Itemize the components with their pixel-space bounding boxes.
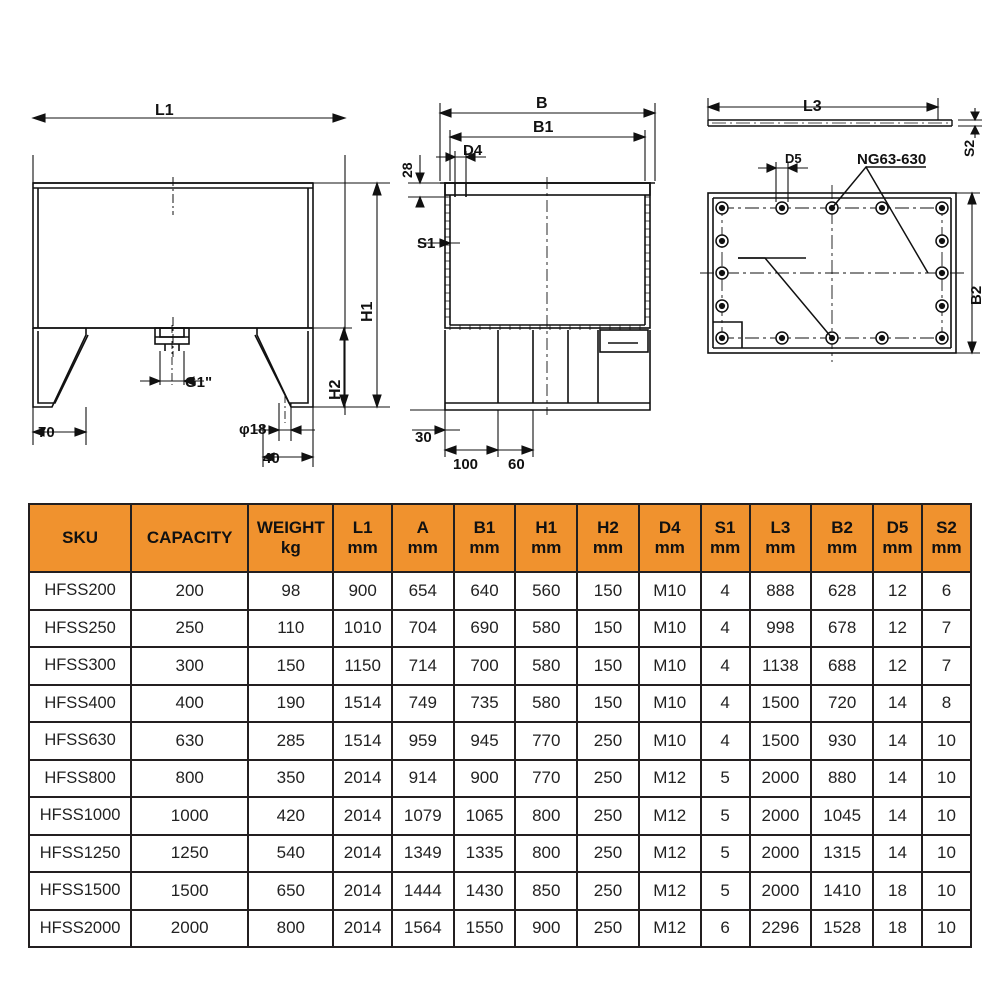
cell-sku: HFSS800 xyxy=(29,760,131,798)
column-header-l3 xyxy=(750,504,812,572)
cell-weight: 650 xyxy=(248,872,333,910)
front-view-label-40: 40 xyxy=(263,450,280,467)
table-row xyxy=(29,572,971,610)
cell-b2: 1410 xyxy=(811,872,873,910)
cell-s2: 7 xyxy=(922,610,971,648)
cell-b2: 628 xyxy=(811,572,873,610)
cell-sku: HFSS1500 xyxy=(29,872,131,910)
cell-s1: 5 xyxy=(701,797,750,835)
table-row xyxy=(29,760,971,798)
cell-b1: 900 xyxy=(454,760,516,798)
cell-a: 749 xyxy=(392,685,454,723)
cell-weight: 98 xyxy=(248,572,333,610)
cell-l3: 888 xyxy=(750,572,812,610)
cell-s1: 5 xyxy=(701,760,750,798)
cell-b1: 1430 xyxy=(454,872,516,910)
cell-weight: 800 xyxy=(248,910,333,948)
base-plan-drawing xyxy=(690,90,1000,430)
cell-l1: 2014 xyxy=(333,910,392,948)
column-header-unit: mm xyxy=(347,538,378,557)
column-header-label: S2 xyxy=(936,518,957,538)
cell-b1: 945 xyxy=(454,722,516,760)
cell-h1: 800 xyxy=(515,835,577,873)
cell-l1: 2014 xyxy=(333,835,392,873)
cell-d5: 14 xyxy=(873,722,922,760)
column-header-s1 xyxy=(701,504,750,572)
cell-sku: HFSS1250 xyxy=(29,835,131,873)
cell-a: 1349 xyxy=(392,835,454,873)
dimension-table-wrapper xyxy=(28,503,972,948)
cell-h1: 580 xyxy=(515,647,577,685)
cell-s1: 4 xyxy=(701,647,750,685)
cell-a: 714 xyxy=(392,647,454,685)
cell-h2: 150 xyxy=(577,647,639,685)
column-header-unit: kg xyxy=(280,538,301,557)
table-row xyxy=(29,835,971,873)
cell-a: 959 xyxy=(392,722,454,760)
cell-d5: 14 xyxy=(873,797,922,835)
cell-s2: 10 xyxy=(922,722,971,760)
front-view-label-dia18: φ18 xyxy=(239,421,267,438)
side-view-label-S1: S1 xyxy=(417,235,436,252)
cell-d4: M10 xyxy=(639,647,701,685)
cell-capacity: 250 xyxy=(131,610,248,648)
cell-s1: 4 xyxy=(701,572,750,610)
cell-s1: 4 xyxy=(701,722,750,760)
cell-sku: HFSS400 xyxy=(29,685,131,723)
cell-capacity: 630 xyxy=(131,722,248,760)
cell-l3: 1500 xyxy=(750,685,812,723)
column-header-l1 xyxy=(333,504,392,572)
front-view-label-H2: H2 xyxy=(327,379,344,400)
cell-h2: 250 xyxy=(577,797,639,835)
table-row xyxy=(29,910,971,948)
technical-drawings-area xyxy=(0,0,1000,495)
cell-capacity: 300 xyxy=(131,647,248,685)
cell-s1: 4 xyxy=(701,610,750,648)
cell-weight: 420 xyxy=(248,797,333,835)
cell-b2: 880 xyxy=(811,760,873,798)
cell-h2: 150 xyxy=(577,685,639,723)
cell-h1: 800 xyxy=(515,797,577,835)
cell-s2: 10 xyxy=(922,835,971,873)
plan-view-label-D5: D5 xyxy=(785,151,802,166)
cell-s2: 10 xyxy=(922,872,971,910)
cell-d4: M10 xyxy=(639,685,701,723)
column-header-unit: mm xyxy=(531,538,562,557)
cell-b1: 1335 xyxy=(454,835,516,873)
table-header-row xyxy=(29,504,971,572)
cell-s2: 6 xyxy=(922,572,971,610)
table-row xyxy=(29,610,971,648)
cell-l1: 2014 xyxy=(333,872,392,910)
cell-d4: M12 xyxy=(639,835,701,873)
cell-s2: 8 xyxy=(922,685,971,723)
cell-a: 1444 xyxy=(392,872,454,910)
cell-l1: 2014 xyxy=(333,797,392,835)
cell-s1: 4 xyxy=(701,685,750,723)
cell-h2: 250 xyxy=(577,722,639,760)
plan-view-label-S2: S2 xyxy=(961,139,977,157)
cell-a: 704 xyxy=(392,610,454,648)
cell-a: 1079 xyxy=(392,797,454,835)
cell-s2: 7 xyxy=(922,647,971,685)
cell-capacity: 1000 xyxy=(131,797,248,835)
table-row xyxy=(29,722,971,760)
column-header-unit: mm xyxy=(709,538,741,557)
dimension-table xyxy=(28,503,972,948)
cell-h1: 580 xyxy=(515,685,577,723)
column-header-label: CAPACITY xyxy=(146,528,233,548)
cell-d4: M12 xyxy=(639,797,701,835)
cell-capacity: 200 xyxy=(131,572,248,610)
column-header-label: B2 xyxy=(831,518,854,538)
cell-s2: 10 xyxy=(922,760,971,798)
front-view-label-70: 70 xyxy=(38,424,55,441)
cell-l1: 900 xyxy=(333,572,392,610)
cell-h2: 150 xyxy=(577,572,639,610)
cell-h1: 770 xyxy=(515,722,577,760)
column-header-unit: mm xyxy=(765,538,796,557)
cell-d4: M12 xyxy=(639,910,701,948)
side-view-label-D4: D4 xyxy=(463,142,483,159)
cell-h2: 150 xyxy=(577,610,639,648)
cell-h1: 770 xyxy=(515,760,577,798)
cell-s1: 6 xyxy=(701,910,750,948)
column-header-unit: mm xyxy=(407,538,438,557)
column-header-weight xyxy=(248,504,333,572)
cell-a: 914 xyxy=(392,760,454,798)
side-view-label-60: 60 xyxy=(508,456,525,473)
column-header-label: SKU xyxy=(62,528,99,548)
table-header xyxy=(29,504,971,572)
front-view-label-L1: L1 xyxy=(155,102,174,119)
side-view-label-B1: B1 xyxy=(533,119,554,136)
cell-h2: 250 xyxy=(577,835,639,873)
column-header-sku xyxy=(29,504,131,572)
cell-capacity: 400 xyxy=(131,685,248,723)
cell-d5: 12 xyxy=(873,647,922,685)
cell-l1: 1150 xyxy=(333,647,392,685)
cell-l1: 2014 xyxy=(333,760,392,798)
cell-h1: 850 xyxy=(515,872,577,910)
table-row xyxy=(29,685,971,723)
plan-view-label-B2: B2 xyxy=(968,285,985,305)
cell-d4: M10 xyxy=(639,610,701,648)
column-header-d4 xyxy=(639,504,701,572)
cell-b2: 678 xyxy=(811,610,873,648)
cell-sku: HFSS1000 xyxy=(29,797,131,835)
side-elevation-drawing xyxy=(400,85,690,485)
column-header-label: H1 xyxy=(535,518,558,538)
cell-b1: 735 xyxy=(454,685,516,723)
cell-l3: 1500 xyxy=(750,722,812,760)
column-header-capacity xyxy=(131,504,248,572)
plan-view-label-L3: L3 xyxy=(803,98,822,115)
cell-s2: 10 xyxy=(922,797,971,835)
table-row xyxy=(29,797,971,835)
cell-d5: 12 xyxy=(873,572,922,610)
cell-h2: 250 xyxy=(577,910,639,948)
cell-l1: 1514 xyxy=(333,722,392,760)
cell-h1: 900 xyxy=(515,910,577,948)
column-header-label: H2 xyxy=(597,518,619,538)
front-view-label-G1: G1" xyxy=(185,374,213,391)
cell-l3: 2000 xyxy=(750,872,812,910)
cell-weight: 110 xyxy=(248,610,333,648)
table-row xyxy=(29,647,971,685)
cell-b1: 1065 xyxy=(454,797,516,835)
column-header-label: D5 xyxy=(886,518,909,538)
table-row xyxy=(29,872,971,910)
cell-d5: 18 xyxy=(873,910,922,948)
column-header-label: A xyxy=(416,518,429,538)
column-header-label: WEIGHT xyxy=(256,518,325,538)
column-header-unit: mm xyxy=(469,538,500,557)
cell-capacity: 1250 xyxy=(131,835,248,873)
cell-weight: 150 xyxy=(248,647,333,685)
cell-capacity: 1500 xyxy=(131,872,248,910)
cell-b1: 700 xyxy=(454,647,516,685)
column-header-h2 xyxy=(577,504,639,572)
column-header-a xyxy=(392,504,454,572)
column-header-label: S1 xyxy=(714,518,736,538)
cell-b2: 1528 xyxy=(811,910,873,948)
cell-d4: M10 xyxy=(639,722,701,760)
cell-h1: 580 xyxy=(515,610,577,648)
side-view-label-30: 30 xyxy=(415,429,432,446)
column-header-unit: mm xyxy=(931,538,962,557)
cell-h1: 560 xyxy=(515,572,577,610)
column-header-d5 xyxy=(873,504,922,572)
column-header-unit: mm xyxy=(882,538,913,557)
column-header-b1 xyxy=(454,504,516,572)
cell-sku: HFSS250 xyxy=(29,610,131,648)
cell-l3: 2296 xyxy=(750,910,812,948)
cell-d5: 14 xyxy=(873,835,922,873)
cell-h2: 250 xyxy=(577,760,639,798)
cell-sku: HFSS630 xyxy=(29,722,131,760)
cell-d4: M10 xyxy=(639,572,701,610)
cell-d4: M12 xyxy=(639,872,701,910)
cell-l1: 1010 xyxy=(333,610,392,648)
cell-capacity: 800 xyxy=(131,760,248,798)
cell-l3: 2000 xyxy=(750,760,812,798)
table-body xyxy=(29,572,971,947)
cell-b2: 688 xyxy=(811,647,873,685)
cell-sku: HFSS200 xyxy=(29,572,131,610)
column-header-unit: mm xyxy=(827,538,858,557)
cell-a: 1564 xyxy=(392,910,454,948)
cell-l3: 2000 xyxy=(750,797,812,835)
cell-weight: 285 xyxy=(248,722,333,760)
cell-d4: M12 xyxy=(639,760,701,798)
cell-s2: 10 xyxy=(922,910,971,948)
side-view-label-28: 28 xyxy=(399,162,415,178)
cell-l3: 1138 xyxy=(750,647,812,685)
column-header-b2 xyxy=(811,504,873,572)
cell-d5: 14 xyxy=(873,685,922,723)
cell-d5: 12 xyxy=(873,610,922,648)
column-header-h1 xyxy=(515,504,577,572)
cell-b2: 720 xyxy=(811,685,873,723)
cell-l3: 998 xyxy=(750,610,812,648)
cell-b2: 1045 xyxy=(811,797,873,835)
cell-sku: HFSS300 xyxy=(29,647,131,685)
cell-h2: 250 xyxy=(577,872,639,910)
side-view-label-100: 100 xyxy=(453,456,479,473)
cell-s1: 5 xyxy=(701,835,750,873)
cell-b1: 1550 xyxy=(454,910,516,948)
front-view-label-H1: H1 xyxy=(359,301,376,322)
side-view-label-B: B xyxy=(536,95,548,112)
cell-sku: HFSS2000 xyxy=(29,910,131,948)
column-header-label: L3 xyxy=(770,518,791,538)
cell-d5: 14 xyxy=(873,760,922,798)
cell-b2: 1315 xyxy=(811,835,873,873)
column-header-label: L1 xyxy=(352,518,373,538)
column-header-label: B1 xyxy=(473,518,496,538)
column-header-unit: mm xyxy=(654,538,685,557)
column-header-label: D4 xyxy=(658,518,681,538)
column-header-s2 xyxy=(922,504,971,572)
cell-weight: 540 xyxy=(248,835,333,873)
cell-s1: 5 xyxy=(701,872,750,910)
cell-a: 654 xyxy=(392,572,454,610)
cell-l1: 1514 xyxy=(333,685,392,723)
front-elevation-drawing xyxy=(0,85,400,485)
cell-weight: 350 xyxy=(248,760,333,798)
cell-d5: 18 xyxy=(873,872,922,910)
cell-l3: 2000 xyxy=(750,835,812,873)
cell-weight: 190 xyxy=(248,685,333,723)
cell-b1: 640 xyxy=(454,572,516,610)
cell-b2: 930 xyxy=(811,722,873,760)
cell-capacity: 2000 xyxy=(131,910,248,948)
plan-view-label-NG63-630: NG63-630 xyxy=(857,151,927,168)
column-header-unit: mm xyxy=(592,538,624,557)
cell-b1: 690 xyxy=(454,610,516,648)
